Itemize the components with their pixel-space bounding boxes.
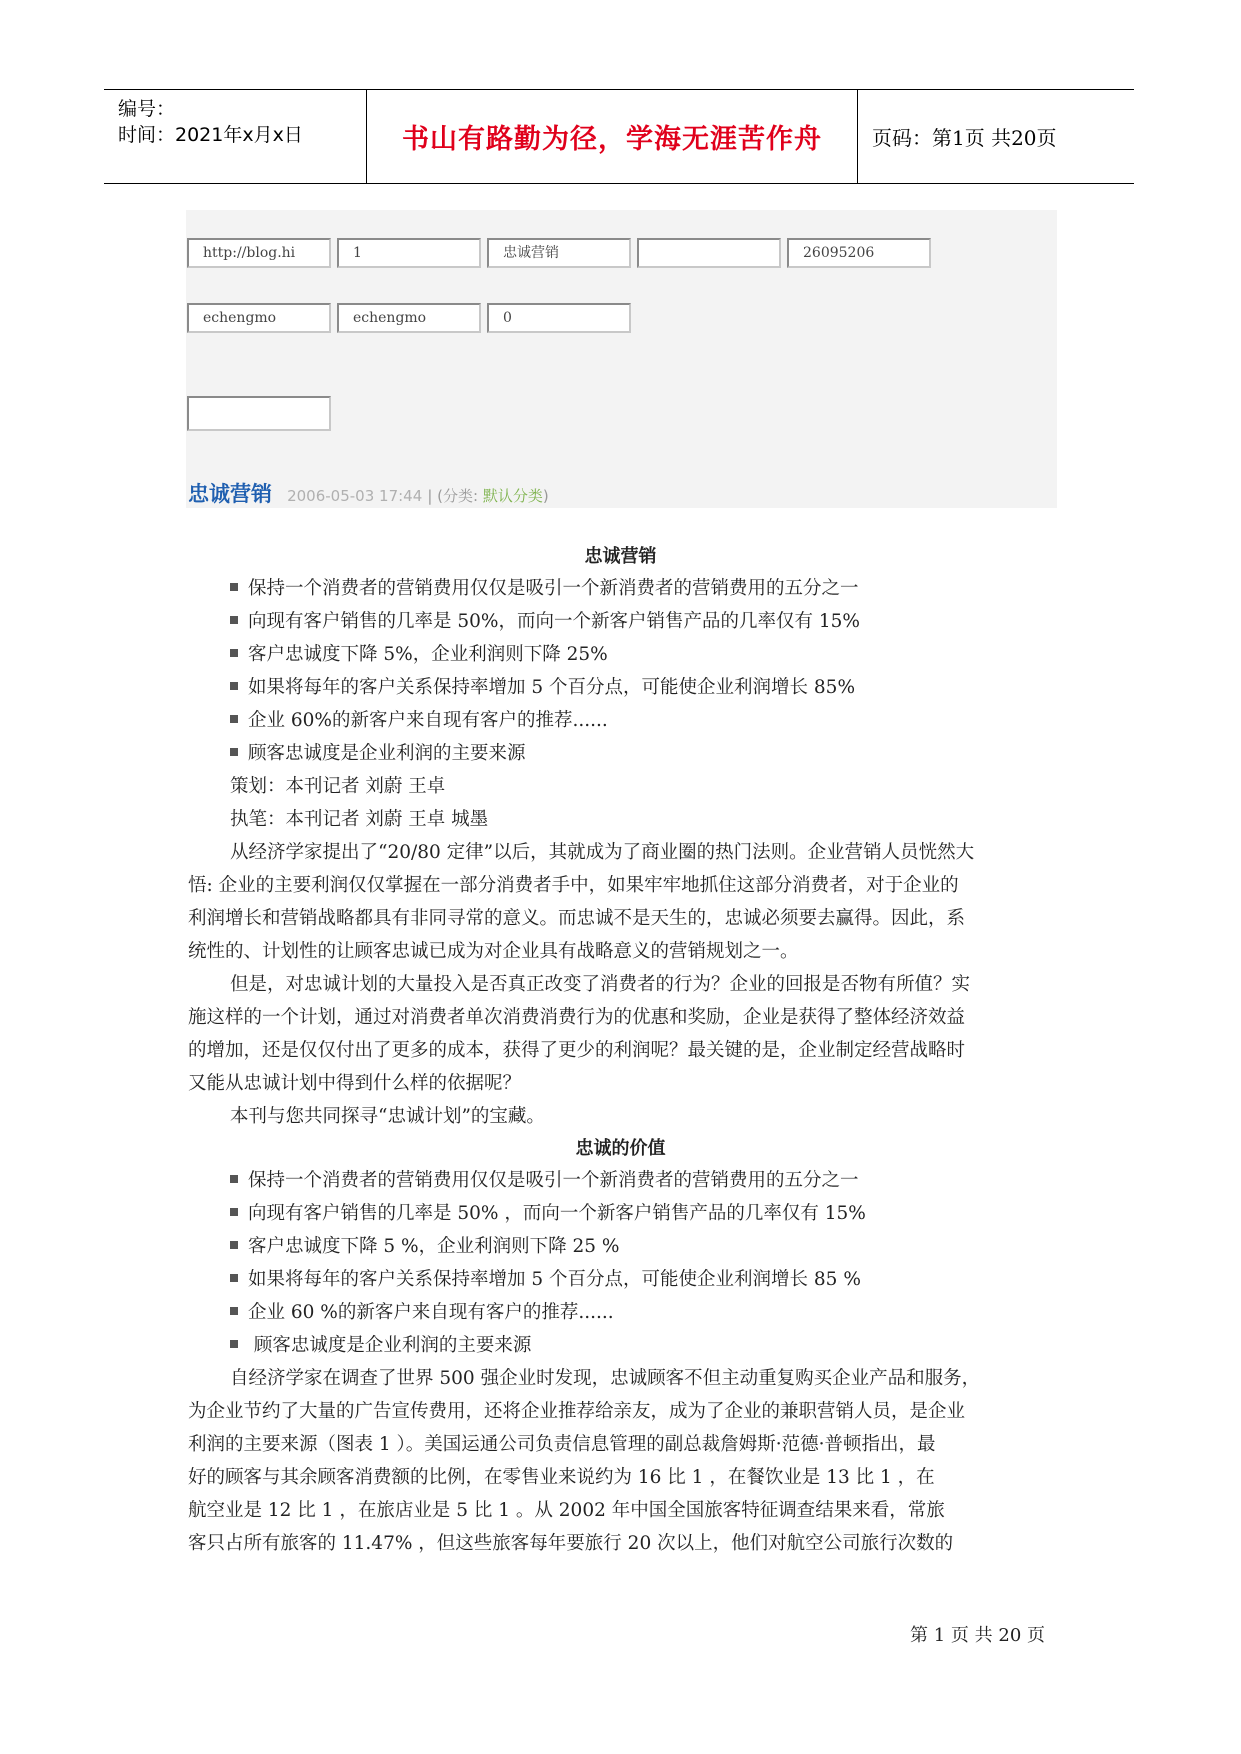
paragraph-line: 航空业是 12 比 1 ，在旅店业是 5 比 1 。从 2002 年中国全国旅客特征调查结果来看，常旅: [188, 1500, 945, 1521]
list-item: 企业 60%的新客户来自现有客户的推荐......: [230, 706, 608, 732]
paragraph-line: 利润的主要来源（图表 1 ）。美国运通公司负责信息管理的副总裁詹姆斯·范德·普顿指出，最: [188, 1434, 936, 1455]
form-field[interactable]: 忠诚营销: [487, 238, 631, 268]
paragraph-line: 又能从忠诚计划中得到什么样的依据呢？: [188, 1073, 522, 1094]
planner-line: 策划：本刊记者 刘蔚 王卓: [230, 776, 446, 797]
header-page-cell: [858, 90, 1134, 183]
form-field[interactable]: 26095206: [787, 238, 931, 268]
paragraph-line: 利润增长和营销战略都具有非同寻常的意义。而忠诚不是天生的，忠诚必须要去赢得。因此，系: [188, 908, 966, 929]
post-category-link[interactable]: 默认分类: [482, 487, 543, 505]
form-field[interactable]: [637, 238, 781, 268]
time-label: 时间：2021年x月x日: [118, 124, 303, 146]
bullet-square-icon: [230, 649, 238, 657]
page-label: 页码：第1页 共20页: [872, 126, 1057, 150]
form-field[interactable]: echengmo: [337, 303, 481, 333]
header-left-cell: [104, 90, 366, 183]
article-title: 忠诚营销: [584, 546, 657, 567]
motto: 书山有路勤为径，学海无涯苦作舟: [402, 124, 822, 155]
paragraph-line: 但是，对忠诚计划的大量投入是否真正改变了消费者的行为？企业的回报是否物有所值？实: [230, 974, 971, 995]
post-header: [188, 478, 549, 508]
document-header: [104, 89, 1134, 184]
section-title: 忠诚的价值: [575, 1138, 666, 1159]
list-item: 向现有客户销售的几率是 50%，而向一个新客户销售产品的几率仅有 15%: [230, 607, 860, 633]
list-item: 保持一个消费者的营销费用仅仅是吸引一个新消费者的营销费用的五分之一: [230, 1166, 859, 1192]
paragraph-line: 客只占所有旅客的 11.47% ，但这些旅客每年要旅行 20 次以上，他们对航空公司旅行次数的: [188, 1533, 954, 1554]
list-item: 保持一个消费者的营销费用仅仅是吸引一个新消费者的营销费用的五分之一: [230, 574, 859, 600]
writer-line: 执笔：本刊记者 刘蔚 王卓 城墨: [230, 809, 489, 830]
bullet-square-icon: [230, 1307, 238, 1315]
number-label: 编号：: [118, 98, 176, 120]
post-category-prefix: | (分类:: [427, 487, 483, 505]
list-item: 如果将每年的客户关系保持率增加 5 个百分点，可能使企业利润增长 85 %: [230, 1265, 861, 1291]
list-item: 如果将每年的客户关系保持率增加 5 个百分点，可能使企业利润增长 85%: [230, 673, 855, 699]
bullet-square-icon: [230, 715, 238, 723]
bullet-square-icon: [230, 616, 238, 624]
paragraph-line: 为企业节约了大量的广告宣传费用，还将企业推荐给亲友，成为了企业的兼职营销人员，是企业: [188, 1401, 966, 1422]
paragraph-line: 自经济学家在调查了世界 500 强企业时发现，忠诚顾客不但主动重复购买企业产品和服务，: [230, 1368, 981, 1389]
list-item: 客户忠诚度下降 5%，企业利润则下降 25%: [230, 640, 608, 666]
bullet-square-icon: [230, 1175, 238, 1183]
post-datetime: 2006-05-03 17:44: [287, 487, 423, 505]
paragraph-line: 施这样的一个计划，通过对消费者单次消费消费行为的优惠和奖励，企业是获得了整体经济效益: [188, 1007, 966, 1028]
list-item: 企业 60 %的新客户来自现有客户的推荐......: [230, 1298, 614, 1324]
form-field[interactable]: [187, 396, 331, 431]
paragraph-line: 悟: 企业的主要利润仅仅掌握在一部分消费者手中，如果牢牢地抓住这部分消费者，对于企业的: [188, 875, 959, 896]
bullet-square-icon: [230, 1340, 238, 1348]
paragraph-line: 从经济学家提出了“20/80 定律”以后，其就成为了商业圈的热门法则。企业营销人员恍然大: [230, 842, 975, 863]
post-category-suffix: ): [542, 487, 549, 505]
bullet-square-icon: [230, 682, 238, 690]
list-item: 向现有客户销售的几率是 50% ，而向一个新客户销售产品的几率仅有 15%: [230, 1199, 866, 1225]
paragraph-line: 的增加，还是仅仅付出了更多的成本，获得了更少的利润呢？最关键的是，企业制定经营战略时: [188, 1040, 966, 1061]
bullet-square-icon: [230, 1274, 238, 1282]
form-field[interactable]: echengmo: [187, 303, 331, 333]
bullet-square-icon: [230, 1208, 238, 1216]
bullet-square-icon: [230, 748, 238, 756]
paragraph-line: 本刊与您共同探寻“忠诚计划”的宝藏。: [230, 1106, 545, 1127]
list-item: 客户忠诚度下降 5 %，企业利润则下降 25 %: [230, 1232, 620, 1258]
header-motto-cell: [366, 90, 858, 183]
post-title-link[interactable]: 忠诚营销: [188, 482, 272, 506]
page-footer: 第 1 页 共 20 页: [910, 1625, 1045, 1646]
bullet-square-icon: [230, 1241, 238, 1249]
form-field[interactable]: 1: [337, 238, 481, 268]
form-field[interactable]: http://blog.hi: [187, 238, 331, 268]
list-item: 顾客忠诚度是企业利润的主要来源: [230, 1331, 531, 1357]
bullet-square-icon: [230, 583, 238, 591]
form-field[interactable]: 0: [487, 303, 631, 333]
list-item: 顾客忠诚度是企业利润的主要来源: [230, 739, 526, 765]
paragraph-line: 统性的、计划性的让顾客忠诚已成为对企业具有战略意义的营销规划之一。: [188, 941, 799, 962]
paragraph-line: 好的顾客与其余顾客消费额的比例，在零售业来说约为 16 比 1 ，在餐饮业是 13 比 1 ，在: [188, 1467, 935, 1488]
